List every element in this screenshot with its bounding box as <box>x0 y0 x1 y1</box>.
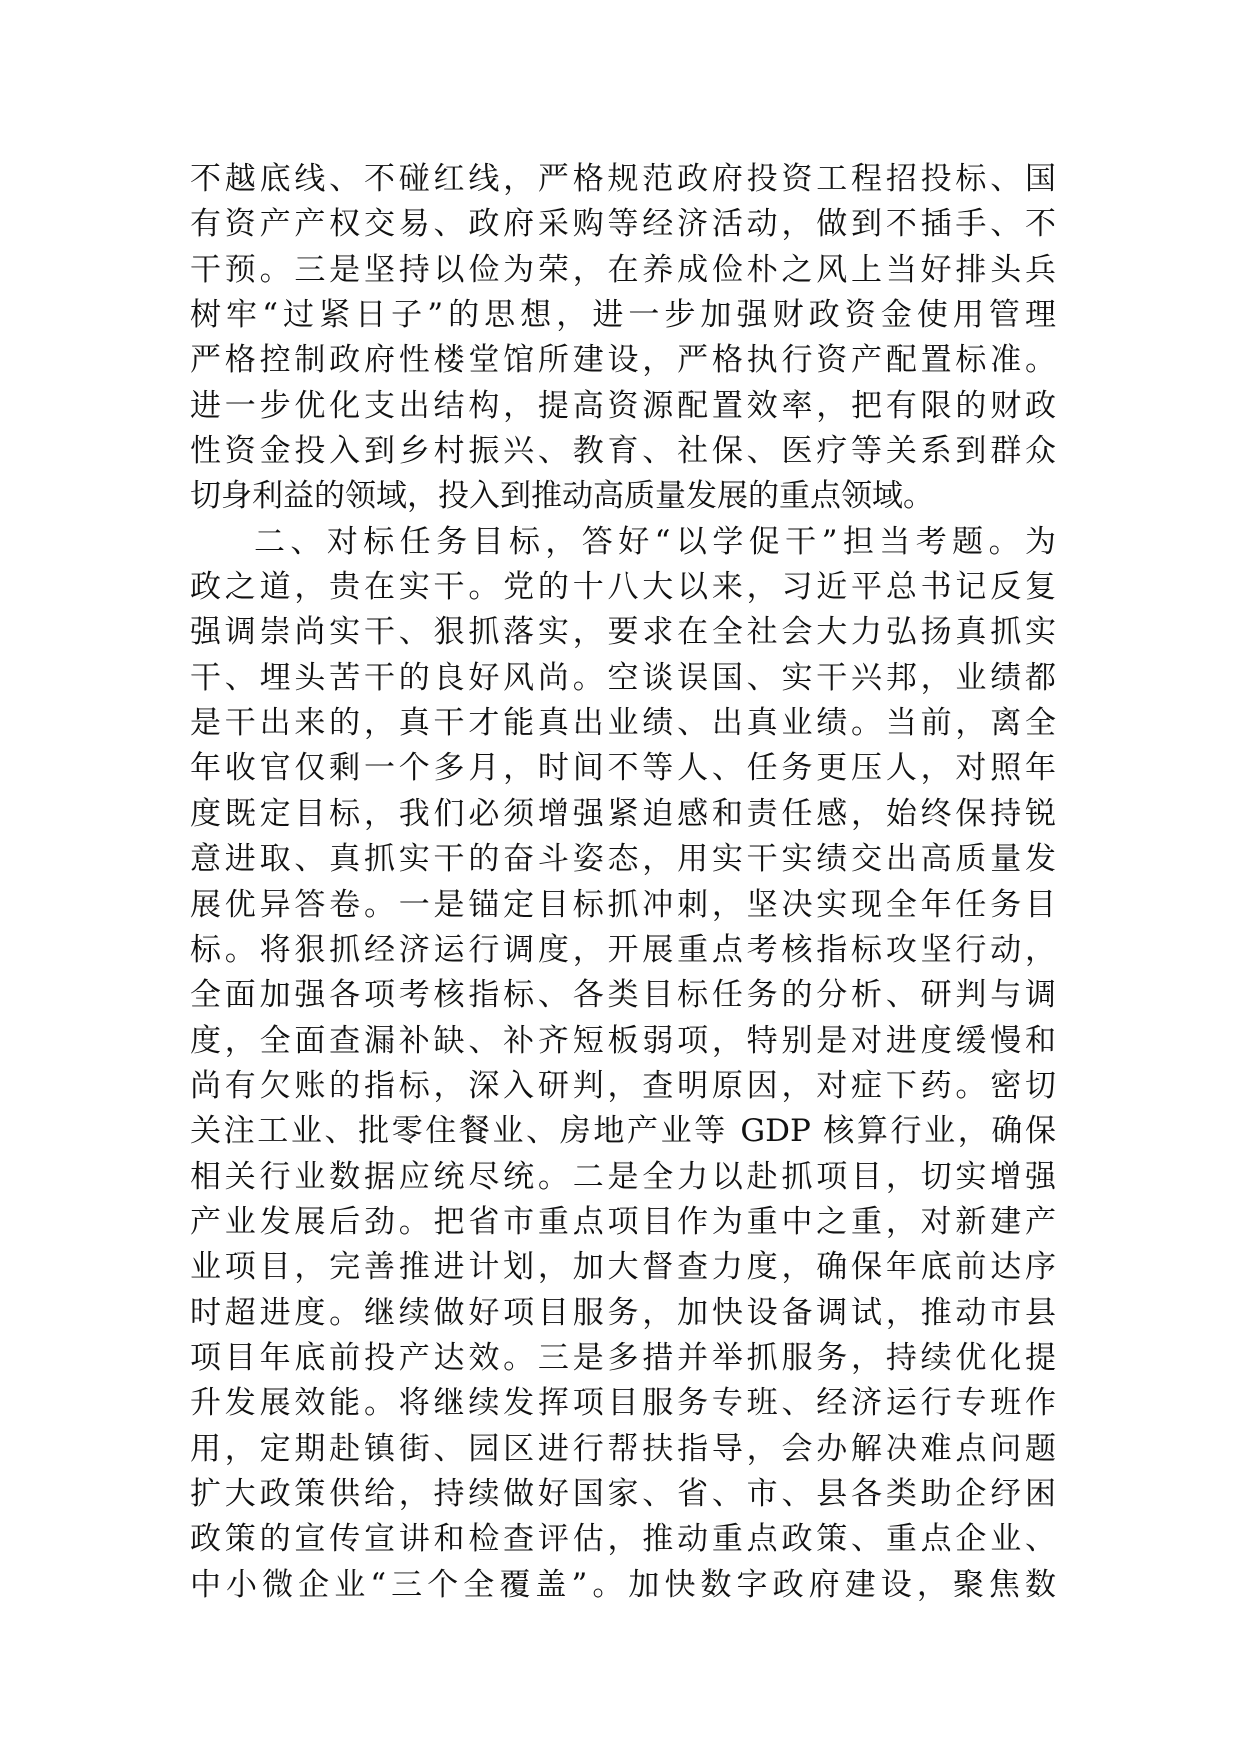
text-line: 有资产产权交易、政府采购等经济活动，做到不插手、不 <box>190 206 1056 243</box>
text-line: 关注工业、批零住餐业、房地产业等 GDP 核算行业，确保 <box>190 1113 1056 1150</box>
paragraph-last-line: 切身利益的领域，投入到推动高质量发展的重点领域。 <box>190 478 934 515</box>
text-line: 进一步优化支出结构，提高资源配置效率，把有限的财政 <box>190 387 1056 424</box>
text-line: 升发展效能。将继续发挥项目服务专班、经济运行专班作 <box>190 1385 1056 1422</box>
text-line: 相关行业数据应统尽统。二是全力以赴抓项目，切实增强 <box>190 1158 1056 1195</box>
text-line: 标。将狠抓经济运行调度，开展重点考核指标攻坚行动， <box>190 931 1056 968</box>
text-line: 严格控制政府性楼堂馆所建设，严格执行资产配置标准。 <box>190 342 1056 379</box>
text-line: 尚有欠账的指标，深入研判，查明原因，对症下药。密切 <box>190 1067 1056 1104</box>
text-line: 是干出来的，真干才能真出业绩、出真业绩。当前，离全 <box>190 705 1056 742</box>
text-line: 产业发展后劲。把省市重点项目作为重中之重，对新建产 <box>190 1203 1056 1240</box>
text-line: 度既定目标，我们必须增强紧迫感和责任感，始终保持锐 <box>190 795 1056 832</box>
text-line: 项目年底前投产达效。三是多措并举抓服务，持续优化提 <box>190 1339 1056 1376</box>
text-line: 政策的宣传宣讲和检查评估，推动重点政策、重点企业、 <box>190 1521 1056 1558</box>
text-line: 干、埋头苦干的良好风尚。空谈误国、实干兴邦，业绩都 <box>190 659 1056 696</box>
text-line: 不越底线、不碰红线，严格规范政府投资工程招投标、国 <box>190 161 1056 197</box>
text-line: 用，定期赴镇街、园区进行帮扶指导，会办解决难点问题 <box>190 1430 1056 1467</box>
text-line: 中小微企业“三个全覆盖”。加快数字政府建设，聚焦数 <box>190 1566 1056 1603</box>
text-line: 干预。三是坚持以俭为荣，在养成俭朴之风上当好排头兵 <box>190 251 1056 288</box>
text-line: 度，全面查漏补缺、补齐短板弱项，特别是对进度缓慢和 <box>190 1022 1056 1059</box>
body-text <box>190 157 1056 1608</box>
text-line: 展优异答卷。一是锚定目标抓冲刺，坚决实现全年任务目 <box>190 886 1056 923</box>
text-line: 性资金投入到乡村振兴、教育、社保、医疗等关系到群众 <box>190 433 1056 470</box>
section-heading-line: 二、对标任务目标，答好“以学促干”担当考题。为 <box>254 523 1056 560</box>
text-line: 树牢“过紧日子”的思想，进一步加强财政资金使用管理 <box>190 297 1056 334</box>
text-line: 意进取、真抓实干的奋斗姿态，用实干实绩交出高质量发 <box>190 841 1056 878</box>
text-line: 政之道，贵在实干。党的十八大以来，习近平总书记反复 <box>190 569 1056 606</box>
text-line: 全面加强各项考核指标、各类目标任务的分析、研判与调 <box>190 977 1056 1014</box>
text-line: 年收官仅剩一个多月，时间不等人、任务更压人，对照年 <box>190 750 1056 787</box>
text-line: 扩大政策供给，持续做好国家、省、市、县各类助企纾困 <box>190 1475 1056 1512</box>
text-line: 时超进度。继续做好项目服务，加快设备调试，推动市县 <box>190 1294 1056 1331</box>
text-line: 强调崇尚实干、狠抓落实，要求在全社会大力弘扬真抓实 <box>190 614 1056 651</box>
text-line: 业项目，完善推进计划，加大督查力度，确保年底前达序 <box>190 1249 1056 1286</box>
